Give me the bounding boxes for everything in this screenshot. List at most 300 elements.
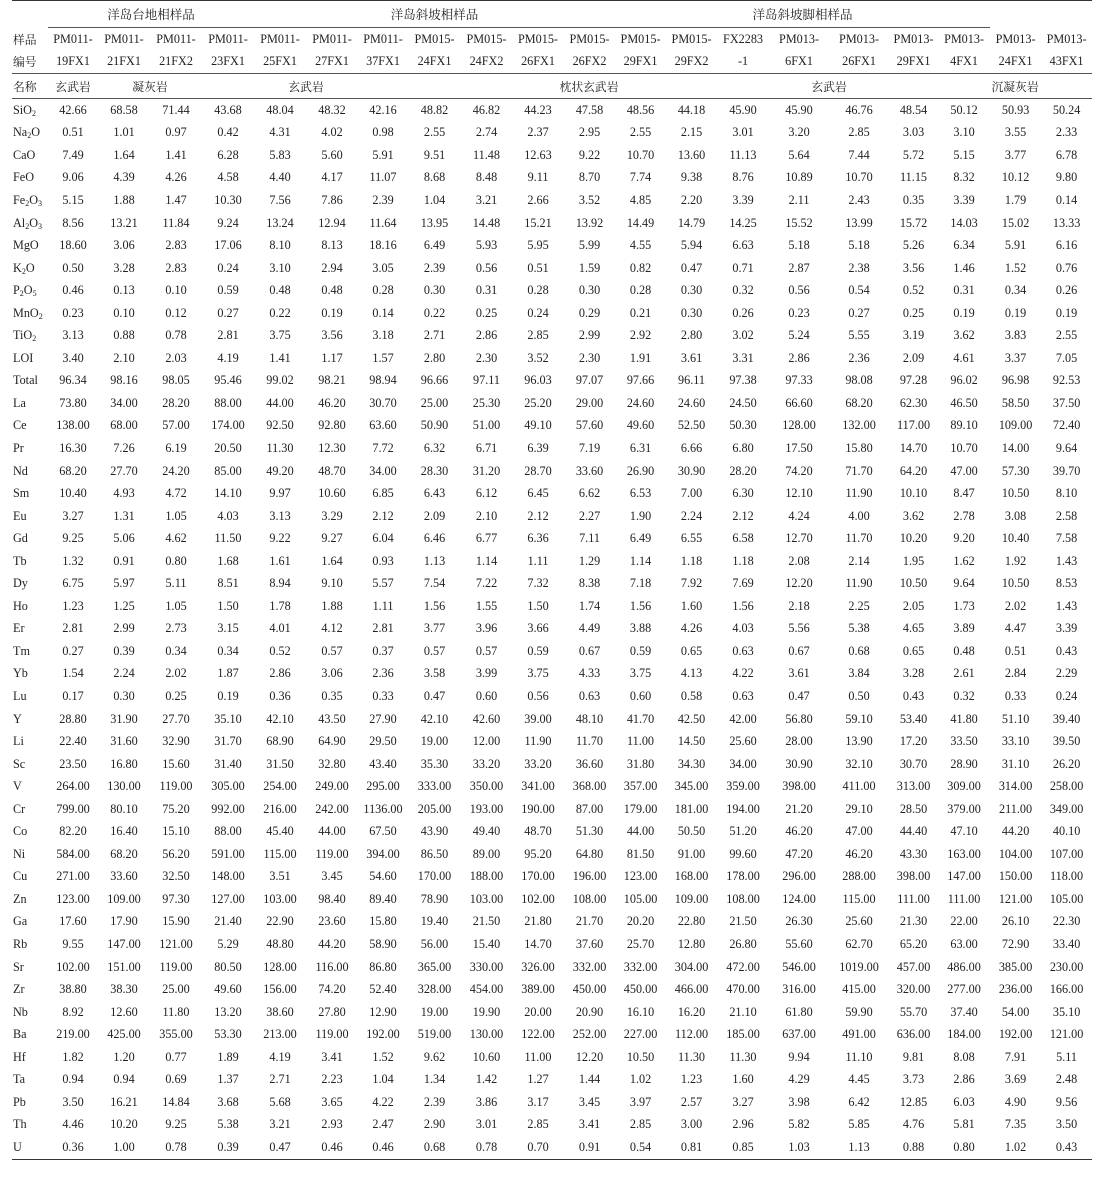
- element-symbol: Ni: [13, 846, 26, 861]
- value-cell: 57.30: [1001, 463, 1030, 478]
- value-cell: 16.10: [626, 1004, 655, 1019]
- element-symbol: Y: [13, 711, 22, 726]
- value-cell: 96.34: [59, 373, 87, 388]
- element-label: [12, 956, 48, 979]
- value-cell: 0.26: [1055, 283, 1078, 298]
- value-cell: 22.80: [677, 914, 706, 929]
- element-label: [12, 550, 48, 573]
- value-cell: 3.10: [953, 125, 975, 140]
- value-cell: 15.80: [845, 440, 873, 455]
- value-cell: 2.18: [788, 598, 810, 613]
- value-cell: 3.45: [321, 869, 343, 884]
- value-cell: 55.70: [899, 1004, 928, 1019]
- value-cell: 4.19: [217, 350, 239, 365]
- value-cell: 44.20: [318, 937, 346, 951]
- value-cell: 584.00: [56, 846, 90, 861]
- value-cell: 22.40: [59, 734, 87, 749]
- value-cell: 86.50: [420, 846, 449, 861]
- value-cell: 19.90: [472, 1004, 501, 1019]
- value-cell: 121.00: [1049, 1027, 1084, 1042]
- value-cell: 8.70: [578, 170, 601, 185]
- value-cell: 0.68: [848, 643, 870, 658]
- value-cell: 7.54: [423, 576, 446, 591]
- value-cell: 29.10: [845, 801, 873, 816]
- value-cell: 48.10: [575, 711, 604, 726]
- table-row: [12, 1091, 1092, 1114]
- value-cell: 636.00: [896, 1027, 931, 1042]
- sample-id-suffix: 26FX1: [842, 54, 876, 69]
- value-cell: 4.76: [902, 1117, 925, 1132]
- value-cell: 0.70: [527, 1139, 549, 1154]
- value-cell: 0.94: [62, 1072, 84, 1087]
- value-cell: 54.00: [1001, 1004, 1030, 1019]
- value-cell: 7.69: [732, 576, 754, 591]
- element-label: [12, 460, 48, 483]
- value-cell: 1.42: [475, 1072, 498, 1087]
- value-cell: 332.00: [623, 959, 658, 974]
- table-row: [12, 798, 1092, 821]
- value-cell: 6.53: [629, 486, 652, 501]
- value-cell: 1.32: [62, 553, 84, 568]
- sample-id-suffix: 24FX1: [998, 54, 1033, 69]
- value-cell: 14.70: [899, 440, 928, 455]
- value-cell: 6.75: [62, 576, 84, 591]
- value-cell: 0.48: [953, 643, 975, 658]
- value-cell: 14.79: [677, 215, 706, 230]
- value-cell: 6.16: [1055, 238, 1078, 253]
- value-cell: 6.12: [475, 486, 498, 501]
- value-cell: 7.74: [629, 170, 652, 185]
- value-cell: 23.50: [59, 756, 87, 771]
- element-subscript: 2: [25, 198, 30, 208]
- value-cell: 320.00: [896, 982, 931, 997]
- element-symbol: U: [13, 1139, 22, 1154]
- value-cell: 37.50: [1052, 395, 1081, 410]
- value-cell: 486.00: [947, 959, 981, 974]
- value-cell: 1.79: [1004, 192, 1027, 207]
- value-cell: 5.15: [62, 192, 84, 207]
- value-cell: 11.90: [845, 576, 873, 591]
- value-cell: 236.00: [998, 982, 1033, 997]
- value-cell: 30.90: [677, 463, 706, 478]
- table-row: [12, 978, 1092, 1001]
- value-cell: 450.00: [572, 982, 607, 997]
- element-subscript: 2: [21, 266, 26, 276]
- value-cell: 3.27: [62, 508, 84, 523]
- value-cell: 3.40: [62, 350, 84, 365]
- value-cell: 75.20: [162, 801, 190, 816]
- value-cell: 1.55: [475, 598, 498, 613]
- value-cell: 5.26: [902, 238, 925, 253]
- element-subscript: 2: [31, 108, 36, 118]
- value-cell: 17.06: [214, 238, 242, 253]
- value-cell: 341.00: [521, 779, 555, 794]
- element-subscript: 3: [38, 198, 42, 208]
- value-cell: 12.80: [677, 937, 706, 951]
- value-cell: 0.76: [1055, 260, 1078, 275]
- value-cell: 49.40: [472, 824, 501, 839]
- value-cell: 6.85: [372, 486, 394, 501]
- value-cell: 10.30: [214, 192, 242, 207]
- value-cell: 0.57: [321, 643, 343, 658]
- value-cell: 5.82: [788, 1117, 810, 1132]
- value-cell: 2.94: [321, 260, 343, 275]
- value-cell: 42.60: [472, 711, 501, 726]
- value-cell: 71.44: [162, 102, 190, 117]
- value-cell: 20.20: [626, 914, 655, 929]
- value-cell: 0.58: [680, 688, 703, 703]
- value-cell: 0.42: [217, 125, 239, 140]
- value-cell: 156.00: [263, 982, 297, 997]
- value-cell: 6.03: [953, 1094, 975, 1109]
- sample-id-suffix: 29FX1: [623, 54, 658, 69]
- value-cell: 51.30: [575, 824, 604, 839]
- value-cell: 9.64: [953, 576, 975, 591]
- value-cell: 0.23: [62, 305, 84, 320]
- element-suffix: O: [25, 260, 35, 275]
- value-cell: 216.00: [263, 801, 297, 816]
- value-cell: 68.20: [110, 846, 138, 861]
- element-subscript: 2: [25, 221, 30, 231]
- value-cell: 99.60: [729, 846, 757, 861]
- table-row: [12, 888, 1092, 911]
- value-cell: 111.00: [947, 891, 981, 906]
- value-cell: 0.35: [321, 688, 343, 703]
- sample-id-prefix: PM011-: [260, 31, 300, 46]
- value-cell: 44.18: [677, 102, 706, 117]
- value-cell: 0.25: [165, 688, 187, 703]
- value-cell: 17.50: [785, 440, 813, 455]
- value-cell: 9.22: [578, 147, 601, 162]
- value-cell: 3.06: [113, 238, 135, 253]
- value-cell: 2.43: [848, 192, 870, 207]
- value-cell: 2.38: [848, 260, 870, 275]
- value-cell: 12.94: [318, 215, 346, 230]
- element-symbol: CaO: [13, 147, 36, 162]
- value-cell: 4.13: [680, 666, 703, 681]
- sample-id-suffix: 23FX1: [211, 54, 245, 69]
- value-cell: 11.30: [729, 1049, 757, 1064]
- element-label: [12, 415, 48, 438]
- element-symbol: Tb: [13, 553, 27, 568]
- value-cell: 0.59: [527, 643, 549, 658]
- value-cell: 7.86: [321, 192, 343, 207]
- value-cell: 98.94: [369, 373, 397, 388]
- value-cell: 9.62: [423, 1049, 446, 1064]
- value-cell: 3.03: [902, 125, 925, 140]
- value-cell: 74.20: [318, 982, 346, 997]
- value-cell: 5.94: [680, 238, 703, 253]
- value-cell: 34.00: [110, 395, 138, 410]
- value-cell: 48.32: [318, 102, 346, 117]
- value-cell: 20.90: [575, 1004, 604, 1019]
- element-label: [12, 505, 48, 528]
- value-cell: 104.00: [998, 846, 1033, 861]
- value-cell: 130.00: [469, 1027, 504, 1042]
- element-symbol: P: [13, 283, 20, 298]
- value-cell: 148.00: [211, 869, 245, 884]
- rock-name: 玄武岩: [811, 79, 847, 94]
- value-cell: 0.13: [113, 283, 135, 298]
- value-cell: 3.99: [475, 666, 498, 681]
- value-cell: 4.33: [578, 666, 601, 681]
- value-cell: 15.10: [162, 824, 190, 839]
- value-cell: 14.49: [626, 215, 655, 230]
- value-cell: 0.98: [372, 125, 394, 140]
- value-cell: 0.71: [732, 260, 754, 275]
- value-cell: 0.12: [165, 305, 187, 320]
- value-cell: 3.75: [629, 666, 652, 681]
- value-cell: 34.30: [677, 756, 706, 771]
- value-cell: 58.50: [1001, 395, 1030, 410]
- value-cell: 3.21: [269, 1117, 291, 1132]
- value-cell: 9.22: [269, 531, 291, 546]
- table-row: [12, 324, 1092, 347]
- value-cell: 53.30: [214, 1027, 242, 1042]
- value-cell: 3.45: [578, 1094, 601, 1109]
- table-row: [12, 460, 1092, 483]
- value-cell: 365.00: [417, 959, 452, 974]
- value-cell: 11.30: [266, 440, 294, 455]
- value-cell: 4.61: [953, 350, 975, 365]
- table-row: [12, 1114, 1092, 1137]
- value-cell: 0.81: [680, 1139, 703, 1154]
- value-cell: 168.00: [674, 869, 709, 884]
- element-label: [12, 189, 48, 212]
- value-cell: 96.02: [950, 373, 978, 388]
- value-cell: 0.85: [732, 1139, 754, 1154]
- value-cell: 2.09: [902, 350, 925, 365]
- value-cell: 13.21: [110, 215, 138, 230]
- value-cell: 0.88: [902, 1139, 925, 1154]
- value-cell: 3.20: [788, 125, 810, 140]
- value-cell: 42.10: [420, 711, 449, 726]
- value-cell: 44.23: [524, 102, 552, 117]
- element-label: [12, 257, 48, 280]
- value-cell: 6.78: [1055, 147, 1078, 162]
- value-cell: 147.00: [947, 869, 981, 884]
- value-cell: 546.00: [782, 959, 816, 974]
- value-cell: 0.94: [113, 1072, 135, 1087]
- value-cell: 6.04: [372, 531, 394, 546]
- value-cell: 8.68: [423, 170, 446, 185]
- value-cell: 59.90: [845, 1004, 873, 1019]
- value-cell: 108.00: [726, 891, 760, 906]
- name-label: 名称: [13, 79, 37, 94]
- value-cell: 3.41: [578, 1117, 601, 1132]
- value-cell: 0.27: [62, 643, 84, 658]
- value-cell: 9.94: [788, 1049, 810, 1064]
- value-cell: 326.00: [521, 959, 555, 974]
- sample-id-prefix: PM011-: [104, 31, 144, 46]
- value-cell: 591.00: [211, 846, 245, 861]
- value-cell: 10.50: [626, 1049, 655, 1064]
- value-cell: 1.27: [527, 1072, 549, 1087]
- value-cell: 0.10: [113, 305, 135, 320]
- value-cell: 0.27: [217, 305, 239, 320]
- value-cell: 9.25: [165, 1117, 187, 1132]
- value-cell: 1.90: [629, 508, 652, 523]
- table-row: [12, 527, 1092, 550]
- value-cell: 3.21: [475, 192, 498, 207]
- value-cell: 43.40: [369, 756, 397, 771]
- value-cell: 0.21: [629, 305, 652, 320]
- value-cell: 46.76: [845, 102, 873, 117]
- value-cell: 1.04: [423, 192, 446, 207]
- value-cell: 25.30: [472, 395, 501, 410]
- sample-id-suffix: 21FX2: [159, 54, 193, 69]
- table-row: [12, 415, 1092, 438]
- value-cell: 0.30: [578, 283, 601, 298]
- value-cell: 15.80: [369, 914, 397, 929]
- value-cell: 1.23: [680, 1072, 703, 1087]
- value-cell: 4.58: [217, 170, 239, 185]
- value-cell: 1.25: [113, 598, 135, 613]
- value-cell: 1.60: [680, 598, 703, 613]
- value-cell: 2.55: [1055, 328, 1078, 343]
- sample-id-suffix: 43FX1: [1049, 54, 1084, 69]
- table-row: [12, 775, 1092, 798]
- value-cell: 637.00: [782, 1027, 816, 1042]
- value-cell: 2.02: [1004, 598, 1027, 613]
- value-cell: 51.00: [472, 418, 501, 433]
- sample-id-prefix: PM013-: [893, 31, 934, 46]
- value-cell: 9.56: [1055, 1094, 1078, 1109]
- value-cell: 45.90: [729, 102, 757, 117]
- value-cell: 0.23: [788, 305, 810, 320]
- value-cell: 0.39: [113, 643, 135, 658]
- element-label: [12, 1136, 48, 1159]
- element-symbol: Yb: [13, 666, 28, 681]
- value-cell: 64.90: [318, 734, 346, 749]
- value-cell: 313.00: [896, 779, 931, 794]
- value-cell: 3.50: [1055, 1117, 1078, 1132]
- value-cell: 170.00: [521, 869, 555, 884]
- value-cell: 2.24: [680, 508, 703, 523]
- value-cell: 2.02: [165, 666, 187, 681]
- value-cell: 3.69: [1004, 1072, 1027, 1087]
- sample-id-prefix: PM015-: [569, 31, 610, 46]
- value-cell: 288.00: [842, 869, 876, 884]
- value-cell: 2.30: [475, 350, 498, 365]
- value-cell: 19.00: [420, 734, 449, 749]
- value-cell: 6.36: [527, 531, 549, 546]
- value-cell: 305.00: [211, 779, 245, 794]
- value-cell: 2.10: [113, 350, 135, 365]
- value-cell: 39.40: [1052, 711, 1081, 726]
- value-cell: 95.20: [524, 846, 552, 861]
- rock-name: 枕状玄武岩: [559, 79, 619, 94]
- element-label: [12, 370, 48, 393]
- element-subscript: 2: [27, 131, 32, 141]
- element-symbol: Hf: [13, 1049, 26, 1064]
- element-symbol: V: [13, 779, 22, 794]
- value-cell: 32.80: [318, 756, 346, 771]
- element-label: [12, 911, 48, 934]
- value-cell: 0.48: [321, 283, 343, 298]
- value-cell: 5.99: [578, 238, 601, 253]
- value-cell: 4.47: [1004, 621, 1027, 636]
- value-cell: 0.46: [372, 1139, 394, 1154]
- value-cell: 15.40: [472, 937, 501, 951]
- value-cell: 42.66: [59, 102, 87, 117]
- value-cell: 4.26: [680, 621, 703, 636]
- value-cell: 25.70: [626, 937, 655, 951]
- value-cell: 1.61: [269, 553, 291, 568]
- value-cell: 14.25: [729, 215, 757, 230]
- value-cell: 10.20: [110, 1117, 138, 1132]
- value-cell: 12.20: [785, 576, 813, 591]
- value-cell: 48.54: [899, 102, 928, 117]
- table-header: [12, 1, 1092, 99]
- value-cell: 43.50: [318, 711, 346, 726]
- value-cell: 264.00: [56, 779, 90, 794]
- value-cell: 31.40: [214, 756, 242, 771]
- value-cell: 45.40: [266, 824, 294, 839]
- value-cell: 0.34: [165, 643, 187, 658]
- value-cell: 3.84: [848, 666, 870, 681]
- value-cell: 3.51: [269, 869, 291, 884]
- value-cell: 0.22: [423, 305, 446, 320]
- value-cell: 20.50: [214, 440, 242, 455]
- value-cell: 184.00: [947, 1027, 981, 1042]
- value-cell: 2.58: [1055, 508, 1078, 523]
- value-cell: 14.10: [214, 486, 242, 501]
- sample-id-row-1: [12, 28, 1092, 51]
- value-cell: 7.58: [1055, 531, 1078, 546]
- value-cell: 6.66: [680, 440, 703, 455]
- value-cell: 1.95: [902, 553, 925, 568]
- value-cell: 4.03: [217, 508, 239, 523]
- value-cell: 115.00: [263, 846, 297, 861]
- value-cell: 26.30: [785, 914, 813, 929]
- value-cell: 1.68: [217, 553, 239, 568]
- value-cell: 42.10: [266, 711, 294, 726]
- sample-id-suffix: 29FX2: [674, 54, 709, 69]
- value-cell: 68.20: [59, 463, 87, 478]
- value-cell: 0.36: [62, 1139, 84, 1154]
- value-cell: 14.84: [162, 1094, 190, 1109]
- table-row: [12, 1001, 1092, 1024]
- value-cell: 11.00: [627, 734, 655, 749]
- value-cell: 25.60: [845, 914, 873, 929]
- value-cell: 0.43: [1055, 643, 1078, 658]
- value-cell: 1.14: [475, 553, 498, 568]
- value-cell: 102.00: [521, 891, 555, 906]
- value-cell: 1.60: [732, 1072, 754, 1087]
- value-cell: 15.52: [785, 215, 813, 230]
- value-cell: 97.07: [575, 373, 604, 388]
- value-cell: 4.17: [321, 170, 343, 185]
- group-header-row: [12, 1, 1092, 28]
- value-cell: 12.90: [369, 1004, 397, 1019]
- element-symbol: Zn: [13, 891, 27, 906]
- value-cell: 15.60: [162, 756, 190, 771]
- value-cell: 26.90: [626, 463, 655, 478]
- value-cell: 163.00: [947, 846, 981, 861]
- value-cell: 0.78: [165, 1139, 187, 1154]
- value-cell: 2.61: [953, 666, 975, 681]
- value-cell: 2.37: [527, 125, 549, 140]
- value-cell: 33.20: [524, 756, 552, 771]
- value-cell: 1.03: [788, 1139, 810, 1154]
- value-cell: 8.13: [321, 238, 343, 253]
- element-symbol: FeO: [13, 170, 34, 185]
- sample-id-suffix: 27FX1: [315, 54, 349, 69]
- sample-id-suffix: 6FX1: [785, 54, 813, 69]
- value-cell: 82.20: [59, 824, 87, 839]
- table-row: [12, 1069, 1092, 1092]
